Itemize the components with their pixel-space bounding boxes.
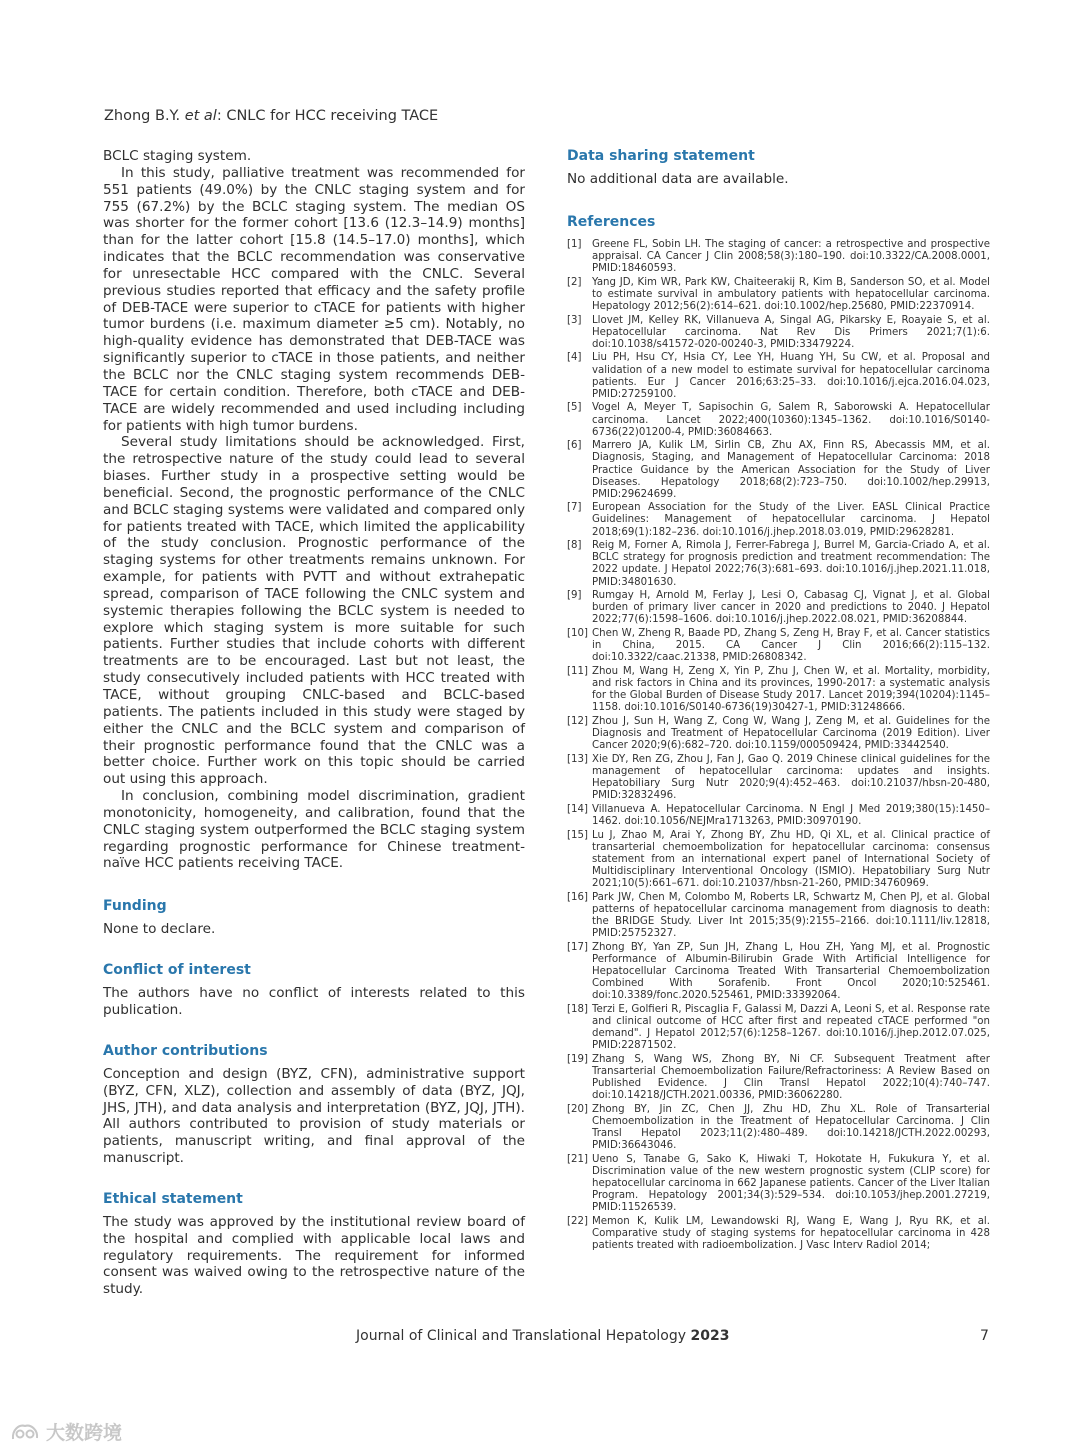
reference-item bbox=[567, 1054, 990, 1102]
reference-number: [4] bbox=[567, 352, 582, 364]
reference-item bbox=[567, 540, 990, 588]
paragraph-conclusion: In conclusion, combining model discrimination, gradient monotonicity, homogeneity, and calibration, found that the CNLC staging system outperformed the BCLC staging system regarding prognostic performance for Chinese treatment-naïve HCC patients receiving TACE. bbox=[103, 788, 525, 872]
running-head-etal: et al bbox=[184, 108, 217, 124]
ethics-text: The study was approved by the institutional review board of the hospital and complied with applicable local laws and regulatory requirements. The requirement for informed consent was waived owing to the retrospective nature of the study. bbox=[103, 1213, 525, 1298]
ethics-section bbox=[103, 1191, 525, 1298]
reference-number: [6] bbox=[567, 440, 582, 452]
funding-text: None to declare. bbox=[103, 921, 216, 938]
reference-text: Terzi E, Golfieri R, Piscaglia F, Galassi M, Dazzi A, Leoni S, et al. Response rate and clinical outcome of HCC after first and repeated cTACE performed "on demand". J Hepatol 2012;57(6):1258–1267. doi:10.1016/j.jhep.2012.07.025, PMID:22871502. bbox=[592, 1003, 990, 1051]
reference-item bbox=[567, 1154, 990, 1214]
reference-number: [8] bbox=[567, 540, 582, 552]
reference-item bbox=[567, 440, 990, 500]
conflict-section bbox=[103, 962, 525, 1019]
reference-number: [9] bbox=[567, 590, 582, 602]
reference-number: [2] bbox=[567, 276, 582, 288]
reference-number: [19] bbox=[567, 1053, 588, 1065]
reference-item bbox=[567, 502, 990, 538]
reference-text: Zhong BY, Jin ZC, Chen JJ, Zhu HD, Zhu XL. Role of Transarterial Chemoembolization in the Treatment of Hepatocellular Carcinoma. J Clin Transl Hepatol 2023;11(2):480–489. doi:10.14218/JCTH.2022.00293, PMID:36643046. bbox=[592, 1103, 990, 1151]
reference-item bbox=[567, 716, 990, 752]
paragraph-continuation: BCLC staging system. bbox=[103, 148, 252, 164]
reference-text: Lu J, Zhao M, Arai Y, Zhong BY, Zhu HD, Qi XL, et al. Clinical practice of transarterial chemoembolization for hepatocellular carcinoma: consensus statement from an international expert panel of International Society of Multidisciplinary Interventional Oncology (ISMIO). Hepatobiliary Surg Nutr 2021;10(5):661–671. doi:10.21037/hbsn-21-260, PMID:34760969. bbox=[592, 829, 990, 889]
reference-number: [10] bbox=[567, 628, 588, 640]
reference-item bbox=[567, 1216, 990, 1252]
reference-number: [14] bbox=[567, 803, 588, 815]
funding-heading: Funding bbox=[103, 898, 167, 915]
reference-text: Yang JD, Kim WR, Park KW, Chaiteerakij R, Kim B, Sanderson SO, et al. Model to estimate survival in ambulatory patients with hepatocellular carcinoma. Hepatology 2012;56(2):614–621. doi:10.1002/hep.25680, PMID:22370914. bbox=[592, 276, 990, 312]
reference-text: Park JW, Chen M, Colombo M, Roberts LR, Schwartz M, Chen PJ, et al. Global patterns of hepatocellular carcinoma management from diagnosis to death: the BRIDGE Study. Liver Int 2015;35(9):2155–2166. doi:10.1111/liv.12818, PMID:25752327. bbox=[592, 891, 990, 939]
footer-journal bbox=[356, 1328, 729, 1344]
reference-item bbox=[567, 590, 990, 626]
journal-year: 2023 bbox=[690, 1328, 730, 1344]
reference-text: Vogel A, Meyer T, Sapisochin G, Salem R, Saborowski A. Hepatocellular carcinoma. Lancet 2022;400(10360):1345–1362. doi:10.1016/S0140-6736(22)01200-4, PMID:36084663. bbox=[592, 402, 990, 438]
contributions-heading: Author contributions bbox=[103, 1042, 268, 1059]
reference-number: [15] bbox=[567, 829, 588, 841]
reference-item bbox=[567, 830, 990, 890]
reference-number: [13] bbox=[567, 753, 588, 765]
right-column bbox=[567, 148, 990, 1254]
running-head bbox=[104, 108, 438, 124]
reference-text: Marrero JA, Kulik LM, Sirlin CB, Zhu AX, Finn RS, Abecassis MM, et al. Diagnosis, Staging, and Management of Hepatocellular Carcinoma: 2018 Practice Guidance by the American Association for the Study of Liver Diseases. Hepatology 2018;68(2):723–750. doi:10.1002/hep.29913, PMID:29624699. bbox=[592, 440, 990, 500]
reference-item bbox=[567, 942, 990, 1002]
page-number: 7 bbox=[980, 1328, 989, 1344]
reference-text: Xie DY, Ren ZG, Zhou J, Fan J, Gao Q. 2019 Chinese clinical guidelines for the management of hepatocellular carcinoma: updates and insights. Hepatobiliary Surg Nutr 2020;9(4):452–463. doi:10.21037/hbsn-20-480, PMID:32832496. bbox=[592, 753, 990, 802]
reference-list bbox=[567, 239, 990, 1252]
watermark-text: 大数跨境 bbox=[46, 1422, 123, 1444]
reference-text: Zhou J, Sun H, Wang Z, Cong W, Wang J, Zeng M, et al. Guidelines for the Diagnosis and Treatment of Hepatocellular Carcinoma (2019 Edition). Liver Cancer 2020;9(6):682–720. doi:10.1159/000509424, PMID:33442540. bbox=[592, 715, 990, 752]
reference-text: Villanueva A. Hepatocellular Carcinoma. N Engl J Med 2019;380(15):1450–1462. doi:10.1056/NEJMra1713263, PMID:30970190. bbox=[592, 803, 990, 827]
contributions-text: Conception and design (BYZ, CFN), administrative support (BYZ, CFN, XLZ), collection and assembly of data (BYZ, JQJ, JHS, JTH), and data analysis and interpretation (BYZ, JQJ, JTH). All authors contributed to provision of study materials or patients, manuscript writing, and final approval of the manuscript. bbox=[103, 1065, 525, 1167]
reference-item bbox=[567, 754, 990, 802]
reference-number: [7] bbox=[567, 502, 582, 514]
reference-number: [16] bbox=[567, 891, 588, 903]
running-head-authors: Zhong B.Y. bbox=[104, 108, 185, 124]
reference-text: Greene FL, Sobin LH. The staging of cancer: a retrospective and prospective appraisal. CA Cancer J Clin 2008;58(3):180–190. doi:10.3322/CA.2008.0001, PMID:18460593. bbox=[592, 238, 990, 275]
reference-text: Chen W, Zheng R, Baade PD, Zhang S, Zeng H, Bray F, et al. Cancer statistics in China, 2015. CA Cancer J Clin 2016;66(2):115–132. doi:10.3322/caac.21338, PMID:26808342. bbox=[592, 628, 990, 664]
reference-item bbox=[567, 628, 990, 664]
reference-item bbox=[567, 315, 990, 351]
watermark bbox=[10, 1418, 122, 1445]
reference-number: [17] bbox=[567, 941, 588, 953]
discussion-text bbox=[103, 148, 525, 872]
data-sharing-text: No additional data are available. bbox=[567, 171, 789, 187]
data-sharing-section bbox=[567, 148, 990, 188]
conflict-heading: Conflict of interest bbox=[103, 962, 251, 979]
reference-number: [21] bbox=[567, 1153, 588, 1165]
reference-number: [1] bbox=[567, 238, 582, 250]
reference-text: Llovet JM, Kelley RK, Villanueva A, Singal AG, Pikarsky E, Roayaie S, et al. Hepatocellular carcinoma. Nat Rev Dis Primers 2021;7(1):6. doi:10.1038/s41572-020-00240-3, PMID:33479224. bbox=[592, 314, 990, 350]
reference-item bbox=[567, 239, 990, 275]
reference-item bbox=[567, 804, 990, 828]
left-column bbox=[103, 148, 525, 1298]
reference-text: Zhong BY, Yan ZP, Sun JH, Zhang L, Hou ZH, Yang MJ, et al. Prognostic Performance of Albumin-Bilirubin Grade With Artificial Intelligence for Hepatocellular Carcinoma Treated With Transarterial Chemoembolization Combined With Sorafenib. Front Oncol 2020;10:525461. doi:10.3389/fonc.2020.525461, PMID:33392064. bbox=[592, 941, 990, 1001]
reference-text: Ueno S, Tanabe G, Sako K, Hiwaki T, Hokotate H, Fukukura Y, et al. Discrimination value of the new western prognostic system (CLIP score) for hepatocellular carcinoma in 662 Japanese patients. Cancer of the Liver Italian Program. Hepatology 2001;34(3):529–534. doi:10.1053/jhep.2001.27219, PMID:11526539. bbox=[592, 1153, 990, 1213]
data-sharing-heading: Data sharing statement bbox=[567, 148, 755, 164]
reference-text: Rumgay H, Arnold M, Ferlay J, Lesi O, Cabasag CJ, Vignat J, et al. Global burden of primary liver cancer in 2020 and predictions to 2040. J Hepatol 2022;77(6):1598–1606. doi:10.1016/j.jhep.2022.08.021, PMID:36208844. bbox=[592, 590, 990, 626]
reference-item bbox=[567, 666, 990, 714]
contributions-section bbox=[103, 1043, 525, 1167]
reference-number: [20] bbox=[567, 1103, 588, 1115]
reference-number: [12] bbox=[567, 715, 588, 727]
reference-item bbox=[567, 1104, 990, 1152]
reference-text: Liu PH, Hsu CY, Hsia CY, Lee YH, Huang YH, Su CW, et al. Proposal and validation of a new model to estimate survival for hepatocellular carcinoma patients. Eur J Cancer 2016;63:25–33. doi:10.1016/j.ejca.2016.04.023, PMID:27259100. bbox=[592, 352, 990, 400]
watermark-logo-icon bbox=[10, 1421, 40, 1443]
reference-text: Reig M, Forner A, Rimola J, Ferrer-Fabrega J, Burrel M, Garcia-Criado A, et al. BCLC strategy for prognosis prediction and treatment recommendation: The 2022 update. J Hepatol 2022;76(3):681–693. doi:10.1016/j.jhep.2021.11.018, PMID:34801630. bbox=[592, 540, 990, 588]
references-heading: References bbox=[567, 213, 656, 230]
running-head-title: : CNLC for HCC receiving TACE bbox=[216, 108, 439, 124]
reference-number: [3] bbox=[567, 314, 582, 326]
reference-item bbox=[567, 1004, 990, 1052]
funding-section bbox=[103, 898, 525, 938]
reference-text: Zhou M, Wang H, Zeng X, Yin P, Zhu J, Chen W, et al. Mortality, morbidity, and risk factors in China and its provinces, 1990-2017: a systematic analysis for the Global Burden of Disease Study 2017. Lancet 2019;394(10204):1145–1158. doi:10.1016/S0140-6736(19)30427-1, PMID:31248666. bbox=[592, 665, 990, 714]
reference-text: Memon K, Kulik LM, Lewandowski RJ, Wang E, Wang J, Ryu RK, et al. Comparative study of staging systems for hepatocellular carcinoma in 428 patients treated with radioembolization. J Vasc Interv Radiol 2014; bbox=[592, 1215, 990, 1251]
reference-number: [18] bbox=[567, 1003, 588, 1015]
reference-item bbox=[567, 892, 990, 940]
reference-number: [11] bbox=[567, 665, 588, 677]
reference-item bbox=[567, 352, 990, 400]
paragraph-palliative: In this study, palliative treatment was recommended for 551 patients (49.0%) by the CNLC staging system and for 755 (67.2%) by the BCLC staging system. The median OS was shorter for the former cohort [13.6 (12.3–14.9) months] than for the latter cohort [15.8 (14.5–17.0) months], which indicates that the BCLC recommendation was conservative for unresectable HCC compared with the CNLC. Several previous studies reported that efficacy and the safety profile of DEB-TACE were superior to cTACE for patients with higher tumor burdens (i.e. maximum diameter ≥5 cm). Notably, no high-quality evidence has demonstrated that DEB-TACE was significantly superior to cTACE in those patients, and neither the BCLC nor the CNLC staging system recommends DEB-TACE for certain condition. Therefore, both cTACE and DEB-TACE are widely recommended and used including including for patients with high tumor burdens. bbox=[103, 164, 525, 434]
ethics-heading: Ethical statement bbox=[103, 1190, 243, 1207]
reference-item bbox=[567, 277, 990, 313]
journal-name: Journal of Clinical and Translational Hepatology bbox=[356, 1328, 687, 1344]
reference-text: European Association for the Study of the Liver. EASL Clinical Practice Guidelines: Management of hepatocellular carcinoma. J Hepatol 2018;69(1):182–236. doi:10.1016/j.jhep.2018.03.019, PMID:29628281. bbox=[592, 502, 990, 538]
reference-text: Zhang S, Wang WS, Zhong BY, Ni CF. Subsequent Treatment after Transarterial Chemoembolization Failure/Refractoriness: A Review Based on Published Evidence. J Clin Transl Hepatol 2022;10(4):740–747. doi:10.14218/JCTH.2021.00336, PMID:36062280. bbox=[592, 1053, 990, 1101]
conflict-text: The authors have no conflict of interests related to this publication. bbox=[103, 985, 525, 1018]
paragraph-limitations: Several study limitations should be acknowledged. First, the retrospective nature of the study could lead to several biases. Further study in a prospective setting would be beneficial. Second, the prognostic performance of the CNLC and BCLC staging systems were validated and compared only for patients treated with TACE, which limited the applicability of the study conclusion. Prognostic performance of the staging systems for other treatments remains unknown. For example, for patients with PVTT and without extrahepatic spread, comparison of TACE following the CNLC system and systemic therapies following the BCLC system is needed to explore which staging system is more suitable for such patients. Further studies that include cohorts with different treatments are to be encouraged. Last but not least, the study consecutively included patients with HCC treated with TACE, without grouping CNLC-based and BCLC-based patients. The patients included in this study were staged by either the CNLC and the BCLC system and comparison of their prognostic performance found that the CNLC was a better choice. Further work on this topic should be carried out using this approach. bbox=[103, 434, 525, 788]
reference-item bbox=[567, 402, 990, 438]
reference-number: [22] bbox=[567, 1215, 588, 1227]
reference-number: [5] bbox=[567, 402, 582, 414]
